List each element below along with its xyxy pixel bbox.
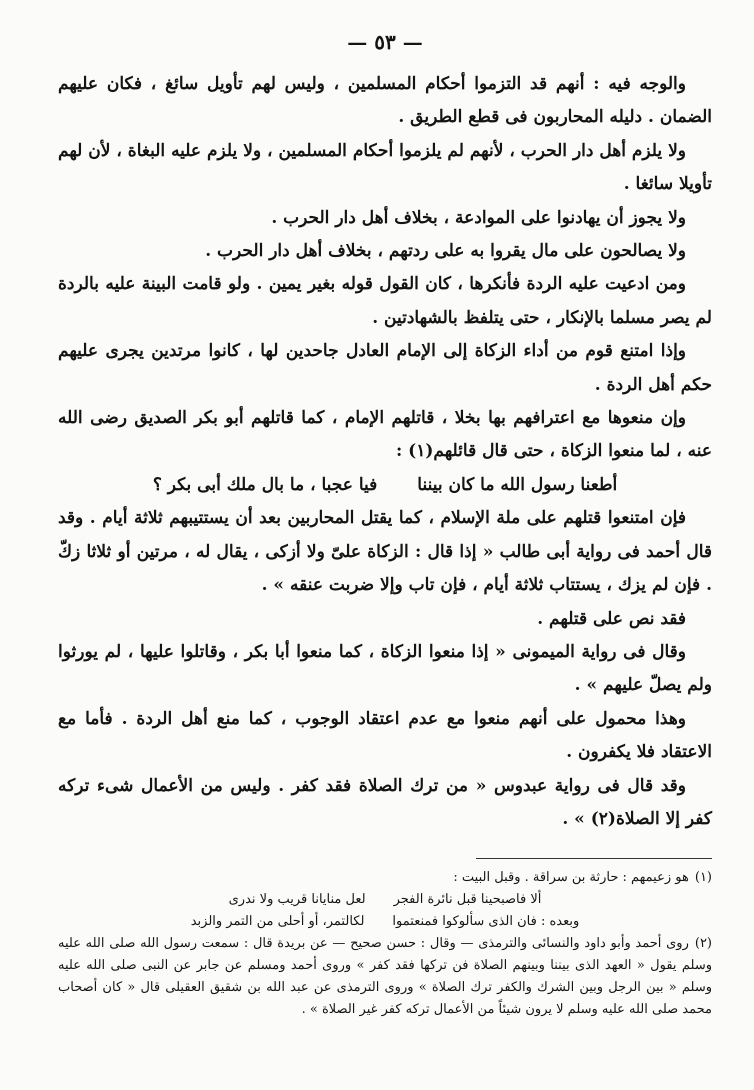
footnote-text: روى أحمد وأبو داود والنسائى والترمذى — وقال : حسن صحيح — عن بريدة قال : سمعت رسول الله صلى الله عليه وسلم يقول « العهد الذى بيننا وبينهم الصلاة فن تركها فقد كفر » وروى أحمد ومسلم عن جابر عن النبى صلى الله عليه وسلم « بين الرجل وبين الشرك والكفر ترك الصلاة » وروى الترمذى عن عبد الله بن شقيق العقيلى قال « كان أصحاب محمد صلى الله عليه وسلم لا يرون شيئاً من الأعمال تركه كفر غير الصلاة » . <box>58 936 712 1018</box>
verse-hemistich: لعل منايانا قريب ولا ندرى <box>228 892 366 908</box>
footnote-text: هو زعيمهم : حارثة بن سراقة . وقبل البيت : <box>453 870 689 886</box>
verse-hemistich: لكالتمر، أو أحلى من التمر والزبد <box>190 914 365 930</box>
paragraph: وإن منعوها مع اعترافهم بها بخلا ، قاتلهم الإمام ، كما قاتلهم أبو بكر الصديق رضى الله عنه ، لما منعوا الزكاة ، حتى قال قائلهم(١) : <box>58 408 712 462</box>
footnote-divider <box>476 858 712 859</box>
verse-second-hemistich: فيا عجبا ، ما بال ملك أبى بكر ؟ <box>152 474 378 495</box>
paragraph: والوجه فيه : أنهم قد التزموا أحكام المسلمين ، وليس لهم تأويل سائغ ، فكان عليهم الضمان . دليله المحاربون فى قطع الطريق . <box>58 74 712 128</box>
paragraph: ولا يصالحون على مال يقروا به على ردتهم ، بخلاف أهل دار الحرب . <box>205 241 686 262</box>
paragraph: فقد نص على قتلهم . <box>537 608 686 629</box>
footnote-1 <box>58 867 712 889</box>
footnote-number: (١) <box>694 870 712 886</box>
footnote-verse <box>58 889 712 911</box>
paragraph: ومن ادعيت عليه الردة فأنكرها ، كان القول قوله بغير يمين . ولو قامت البينة عليه بالردة لم يصر مسلما بالإنكار ، حتى يتلفظ بالشهادتين . <box>58 274 712 328</box>
page-number: — ٥٣ — <box>347 30 423 54</box>
footnotes <box>58 867 712 1021</box>
footnote-verse <box>58 911 712 933</box>
paragraph: وهذا محمول على أنهم منعوا مع عدم اعتقاد الوجوب ، كما منع أهل الردة . فأما مع الاعتقاد فلا يكفرون . <box>58 708 712 763</box>
paragraph: ولا يلزم أهل دار الحرب ، لأنهم لم يلزموا أحكام المسلمين ، ولا يلزم عليه البغاة ، لأن لهم تأويلا سائغا . <box>58 140 712 195</box>
paragraph: وقد قال فى رواية عبدوس « من ترك الصلاة فقد كفر . وليس من الأعمال شىء تركه كفر إلا الصلاة(٢) » . <box>58 775 712 829</box>
main-text <box>58 68 712 836</box>
verse-first-hemistich: أطعنا رسول الله ما كان بيننا <box>417 474 618 495</box>
poem-verse <box>58 469 712 502</box>
footnote-number: (٢) <box>694 936 712 952</box>
document-page <box>58 30 712 1021</box>
paragraph: ولا يجوز أن يهادنوا على الموادعة ، بخلاف أهل دار الحرب . <box>271 207 686 228</box>
paragraph: وقال فى رواية الميمونى « إذا منعوا الزكاة ، كما منعوا أبا بكر ، وقاتلوا عليها ، لم يورثوا ولم يصلّ عليهم » . <box>58 641 712 696</box>
paragraph: فإن امتنعوا قتلهم على ملة الإسلام ، كما يقتل المحاربين بعد أن يستتيبهم ثلاثة أيام . وقد قال أحمد فى رواية أبى طالب « إذا قال : الزكاة علىّ ولا أزكى ، يقال له ، مرتين أو ثلاثا زكّ . فإن لم يزك ، يستتاب ثلاثة أيام ، فإن تاب وإلا ضربت عنقه » . <box>58 508 712 596</box>
verse-hemistich: ألا فاصبحينا قبل نائرة الفجر <box>393 892 542 908</box>
paragraph: وإذا امتنع قوم من أداء الزكاة إلى الإمام العادل جاحدين لها ، كانوا مرتدين يجرى عليهم حكم أهل الردة . <box>58 341 712 395</box>
verse-hemistich: وبعده : فان الذى سألوكوا فمنعتموا <box>392 914 580 930</box>
footnote-2 <box>58 933 712 1021</box>
